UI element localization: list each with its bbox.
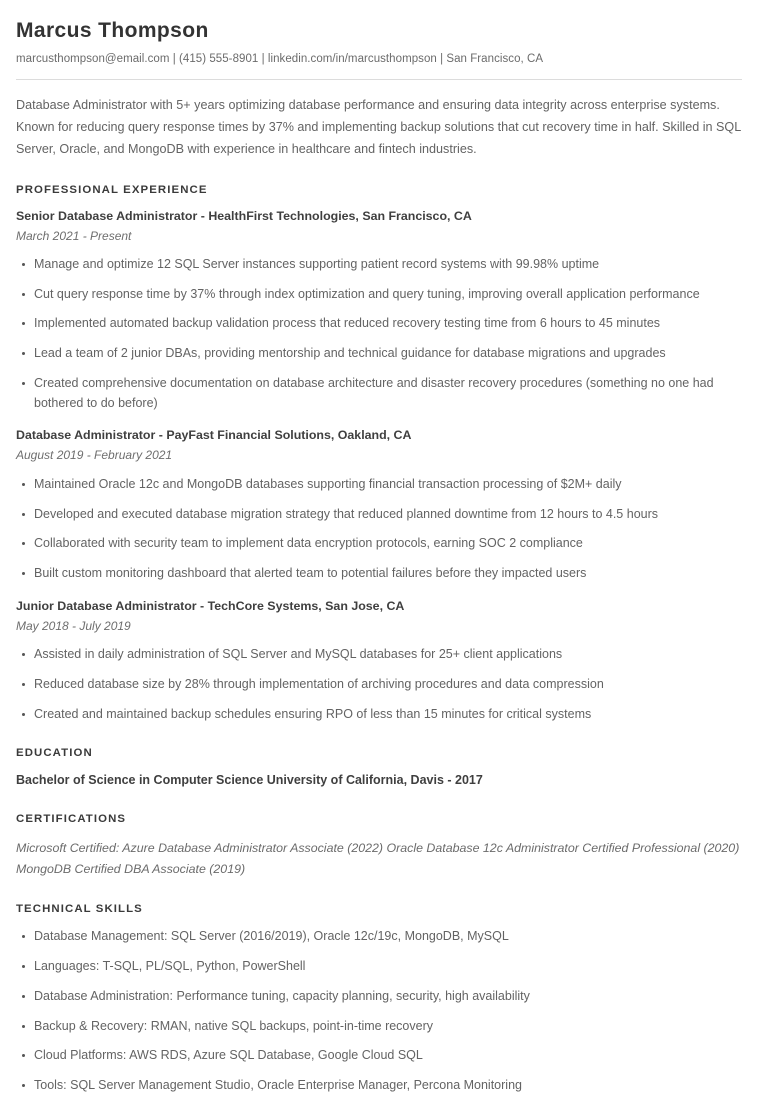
job-title: Junior Database Administrator - TechCore Systems, San Jose, CA: [16, 598, 405, 613]
list-item: Backup & Recovery: RMAN, native SQL backups, point-in-time recovery: [16, 1017, 742, 1037]
section-heading-certifications: CERTIFICATIONS: [16, 813, 127, 826]
section-heading-experience: PROFESSIONAL EXPERIENCE: [16, 183, 208, 196]
list-item: Languages: T-SQL, PL/SQL, Python, PowerShell: [16, 957, 742, 977]
list-item: Cloud Platforms: AWS RDS, Azure SQL Database, Google Cloud SQL: [16, 1046, 742, 1066]
job-dates: May 2018 - July 2019: [16, 618, 131, 633]
experience-entry: [16, 598, 742, 725]
job-title: Database Administrator - PayFast Financial Solutions, Oakland, CA: [16, 428, 412, 443]
experience-list: [16, 208, 742, 725]
list-item: Manage and optimize 12 SQL Server instances supporting patient record systems with 99.98% uptime: [16, 255, 742, 275]
job-dates: August 2019 - February 2021: [16, 448, 173, 463]
education-list: [16, 771, 742, 790]
page-title: Marcus Thompson: [16, 19, 209, 42]
list-item: Cut query response time by 37% through index optimization and query tuning, improving overall application performance: [16, 285, 742, 305]
job-bullets: [16, 645, 742, 724]
professional-summary: Database Administrator with 5+ years optimizing database performance and ensuring data integrity across enterprise systems. Known for reducing query response times by 37% and implementing backup solutions that cut recovery time in half. Skilled in SQL Server, Oracle, and MongoDB with experience in healthcare and fintech industries.: [16, 98, 741, 156]
list-item: Lead a team of 2 junior DBAs, providing mentorship and technical guidance for database migrations and upgrades: [16, 344, 742, 364]
list-item: Database Management: SQL Server (2016/2019), Oracle 12c/19c, MongoDB, MySQL: [16, 927, 742, 947]
section-heading-education: EDUCATION: [16, 747, 93, 760]
job-bullets: [16, 255, 742, 414]
experience-entry: [16, 427, 742, 583]
job-bullets: [16, 475, 742, 584]
contact-line: marcusthompson@email.com | (415) 555-8901 | linkedin.com/in/marcusthompson | San Francisco, CA: [16, 53, 544, 66]
list-item: Created comprehensive documentation on database architecture and disaster recovery procedures (something no one had bothered to do before): [16, 374, 742, 414]
job-dates: March 2021 - Present: [16, 228, 132, 243]
list-item: Database Administration: Performance tuning, capacity planning, security, high availability: [16, 987, 742, 1007]
job-title: Senior Database Administrator - HealthFirst Technologies, San Francisco, CA: [16, 208, 472, 223]
list-item: Created and maintained backup schedules ensuring RPO of less than 15 minutes for critical systems: [16, 705, 742, 725]
education-entry: Bachelor of Science in Computer Science University of California, Davis - 2017: [16, 773, 483, 788]
certifications-text: Microsoft Certified: Azure Database Administrator Associate (2022) Oracle Database 12c Administrator Certified Professional (2020) MongoDB Certified DBA Associate (2019): [16, 840, 740, 876]
list-item: Assisted in daily administration of SQL Server and MySQL databases for 25+ client applications: [16, 645, 742, 665]
list-item: Developed and executed database migration strategy that reduced planned downtime from 12 hours to 4.5 hours: [16, 505, 742, 525]
list-item: Collaborated with security team to implement data encryption protocols, earning SOC 2 compliance: [16, 534, 742, 554]
list-item: Tools: SQL Server Management Studio, Oracle Enterprise Manager, Percona Monitoring: [16, 1076, 742, 1096]
list-item: Built custom monitoring dashboard that alerted team to potential failures before they impacted users: [16, 564, 742, 584]
experience-entry: [16, 208, 742, 414]
section-heading-skills: TECHNICAL SKILLS: [16, 903, 143, 916]
header-divider: [16, 79, 742, 80]
list-item: Implemented automated backup validation process that reduced recovery testing time from 6 hours to 45 minutes: [16, 314, 742, 334]
list-item: Reduced database size by 28% through implementation of archiving procedures and data compression: [16, 675, 742, 695]
skills-list: [16, 927, 742, 1096]
list-item: Maintained Oracle 12c and MongoDB databases supporting financial transaction processing of $2M+ daily: [16, 475, 742, 495]
